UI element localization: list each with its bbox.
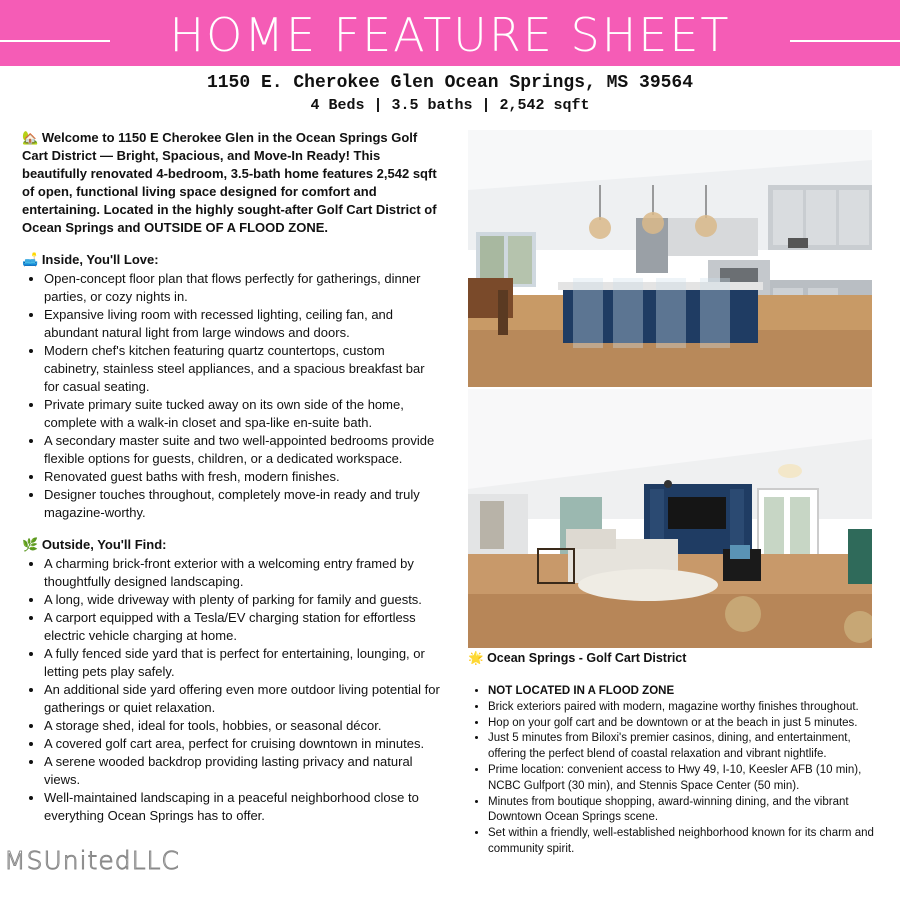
outside-heading <box>22 536 442 554</box>
caption-text: Ocean Springs - Golf Cart District <box>487 651 687 665</box>
list-item: • A charming brick-front exterior with a welcoming entry framed by thoughtfully designed landscaping. <box>44 555 442 591</box>
house-icon: 🏡 <box>22 130 39 145</box>
inside-heading <box>22 251 442 269</box>
list-item: • Expansive living room with recessed lighting, ceiling fan, and abundant natural light from large windows and doors. <box>44 306 442 342</box>
list-item: • Well-maintained landscaping in a peaceful neighborhood close to everything Ocean Springs has to offer. <box>44 789 442 825</box>
couch-icon: 🛋️ <box>22 252 39 267</box>
list-item: • A storage shed, ideal for tools, hobbies, or seasonal décor. <box>44 717 442 735</box>
intro-paragraph <box>22 129 442 237</box>
list-item: • Minutes from boutique shopping, award-winning dining, and the vibrant Downtown Ocean Springs scene. <box>488 795 890 827</box>
kitchen-photo <box>468 130 872 387</box>
list-item: • An additional side yard offering even more outdoor living potential for gatherings or quiet relaxation. <box>44 681 442 717</box>
list-item: • Hop on your golf cart and be downtown or at the beach in just 5 minutes. <box>488 716 890 732</box>
list-item: • A long, wide driveway with plenty of parking for family and guests. <box>44 591 442 609</box>
list-item: • Designer touches throughout, completely move-in ready and truly magazine-worthy. <box>44 486 442 522</box>
leaf-icon: 🌿 <box>22 537 39 552</box>
description-column <box>22 129 442 839</box>
header-banner <box>0 0 900 66</box>
list-item: • Open-concept floor plan that flows perfectly for gatherings, dinner parties, or cozy nights in. <box>44 270 442 306</box>
location-list <box>470 684 890 858</box>
living-room-photo <box>468 389 872 648</box>
list-item: • Just 5 minutes from Biloxi's premier casinos, dining, and entertainment, offering the perfect blend of coastal relaxation and vibrant nightlife. <box>488 731 890 763</box>
watermark: MSUnitedLLC <box>4 846 180 875</box>
star-icon: 🌟 <box>468 651 484 665</box>
list-item: • NOT LOCATED IN A FLOOD ZONE <box>488 684 890 700</box>
list-item: • Set within a friendly, well-established neighborhood known for its charm and community spirit. <box>488 826 890 858</box>
page-title: HOME FEATURE SHEET <box>169 8 731 62</box>
intro-text: Welcome to 1150 E Cherokee Glen in the Ocean Springs Golf Cart District — Bright, Spacious, and Move-In Ready! This beautifully renovated 4-bedroom, 3.5-bath home features 2,542 sqft of open, functional living space designed for comfort and entertaining. Located in the highly sought-after Golf Cart District of Ocean Springs and OUTSIDE OF A FLOOD ZONE. <box>22 130 437 235</box>
photo-caption <box>468 651 686 666</box>
list-item: • Prime location: convenient access to Hwy 49, I-10, Keesler AFB (10 min), NCBC Gulfport (30 min), and Stennis Space Center (50 min). <box>488 763 890 795</box>
list-item: • Renovated guest baths with fresh, modern finishes. <box>44 468 442 486</box>
outside-list <box>22 555 442 825</box>
inside-heading-text: Inside, You'll Love: <box>41 252 159 267</box>
list-item: • Modern chef's kitchen featuring quartz countertops, custom cabinetry, stainless steel appliances, and a spacious breakfast bar for casual seating. <box>44 342 442 396</box>
list-item: • Private primary suite tucked away on its own side of the home, complete with a walk-in closet and spa-like en-suite bath. <box>44 396 442 432</box>
outside-heading-text: Outside, You'll Find: <box>41 537 167 552</box>
banner-rule-left <box>0 40 110 42</box>
inside-list <box>22 270 442 522</box>
property-address: 1150 E. Cherokee Glen Ocean Springs, MS 39564 <box>206 73 694 93</box>
list-item: • A serene wooded backdrop providing lasting privacy and natural views. <box>44 753 442 789</box>
list-item: • A covered golf cart area, perfect for cruising downtown in minutes. <box>44 735 442 753</box>
list-item: • A fully fenced side yard that is perfect for entertaining, lounging, or letting pets play safely. <box>44 645 442 681</box>
list-item: • A secondary master suite and two well-appointed bedrooms provide flexible options for guests, children, or a dedicated workspace. <box>44 432 442 468</box>
banner-rule-right <box>790 40 900 42</box>
location-column <box>470 684 890 858</box>
list-item: • Brick exteriors paired with modern, magazine worthy finishes throughout. <box>488 700 890 716</box>
property-specs: 4 Beds | 3.5 baths | 2,542 sqft <box>310 97 590 114</box>
list-item: • A carport equipped with a Tesla/EV charging station for effortless electric vehicle charging at home. <box>44 609 442 645</box>
